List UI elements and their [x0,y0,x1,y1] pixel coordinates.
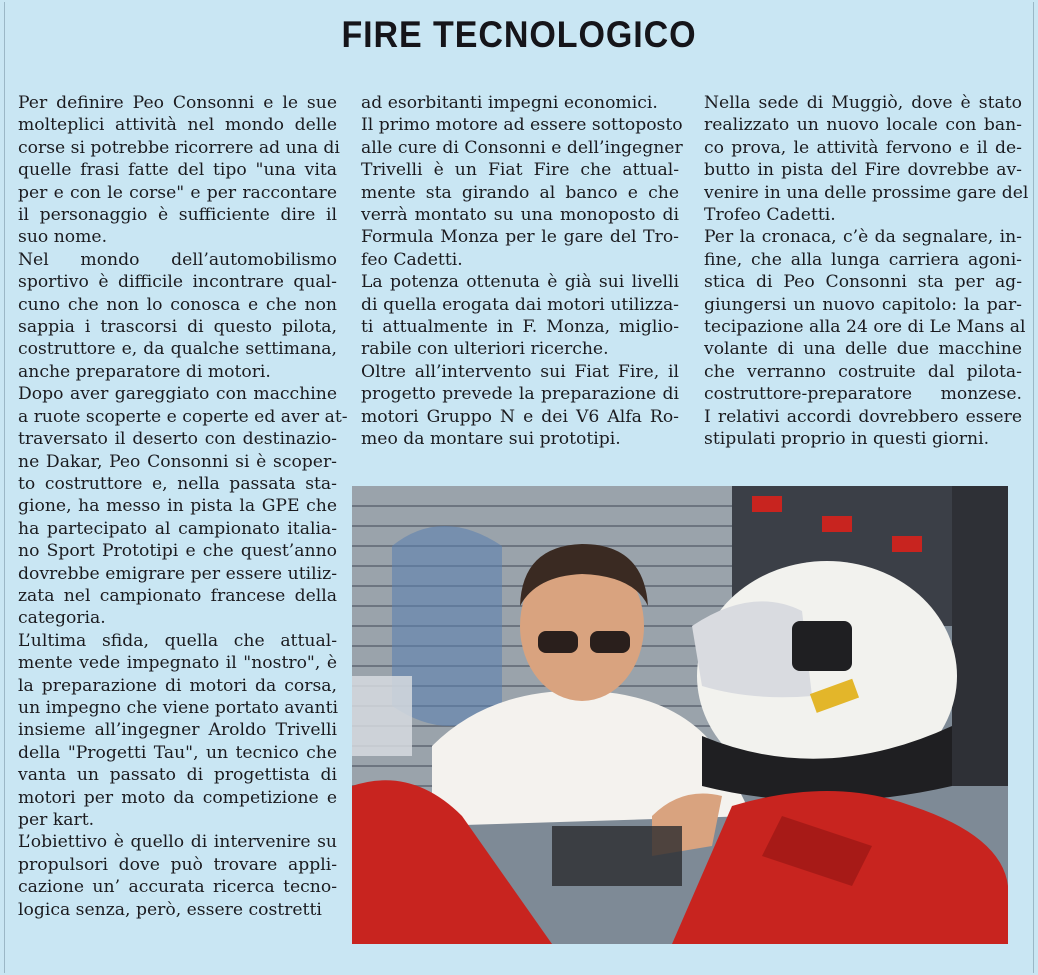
column-2 [361,92,683,451]
text-line: la preparazione di motori da corsa, [18,675,337,696]
text-line: propulsori dove può trovare appli- [18,854,337,875]
text-line: suo nome. [18,227,108,248]
text-line: a ruote scoperte e coperte ed aver at- [18,406,348,427]
text-line: L’obiettivo è quello di intervenire su [18,832,337,853]
text-line: stica di Peo Consonni sta per ag- [704,272,1022,293]
text-line: logica senza, però, essere costretti [18,899,322,920]
text-line: Il primo motore ad essere sottoposto [361,115,683,136]
text-line: sappia i trascorsi di questo pilota, [18,317,337,338]
text-line: mente vede impegnato il "nostro", è [18,653,337,674]
text-line: molteplici attività nel mondo delle [18,115,337,136]
text-line: costruttore e, da qualche settimana, [18,339,337,360]
text-line: ne Dakar, Peo Consonni si è scoper- [18,451,337,472]
text-line: realizzato un nuovo locale con ban- [704,115,1022,136]
text-line: per e con le corse" e per raccontare [18,182,337,203]
text-line: co prova, le attività fervono e il de- [704,137,1022,158]
text-line: I relativi accordi dovrebbero essere [704,406,1022,427]
text-line: sportivo è difficile incontrare qual- [18,272,337,293]
text-line: Nella sede di Muggiò, dove è stato [704,93,1022,113]
text-line: anche preparatore di motori. [18,361,271,382]
text-line: no Sport Prototipi e che quest’anno [18,541,337,562]
text-line: Trofeo Cadetti. [704,205,836,226]
text-line: categoria. [18,608,106,629]
text-line: Per definire Peo Consonni e le sue [18,93,337,113]
article-title: FIRE TECNOLOGICO [341,14,697,55]
text-line: di quella erogata dai motori utilizza- [361,294,679,315]
text-line: Formula Monza per le gare del Tro- [361,227,679,248]
text-line: Per la cronaca, c’è da segnalare, in- [704,227,1022,248]
text-line: insieme all’ingegner Aroldo Trivelli [18,720,337,741]
text-line: un impegno che viene portato avanti [18,697,338,718]
text-line: motori Gruppo N e dei V6 Alfa Ro- [361,406,679,427]
column-1 [18,92,348,921]
text-line: Nel mondo dell’automobilismo [18,249,337,270]
text-line: ad esorbitanti impegni economici. [361,93,658,113]
text-line: motori per moto da competizione e [18,787,337,808]
text-line: vanta un passato di progettista di [18,765,337,786]
text-line: costruttore-preparatore monzese. [704,384,1022,405]
text-line: fine, che alla lunga carriera agoni- [704,249,1022,270]
text-line: meo da montare sui prototipi. [361,429,621,450]
text-line: venire in una delle prossime gare del [704,182,1029,203]
text-line: Trivelli è un Fiat Fire che attual- [361,160,679,181]
text-line: alle cure di Consonni e dell’ingegner [361,137,683,158]
text-line: che verranno costruite dal pilota- [704,361,1022,382]
text-line: L’ultima sfida, quella che attual- [18,630,337,651]
text-line: corse si potrebbe ricorrere ad una di [18,137,340,158]
text-line: stipulati proprio in questi giorni. [704,429,990,450]
text-line: progetto prevede la preparazione di [361,384,679,405]
text-line: ha partecipato al campionato italia- [18,518,337,539]
text-line: della "Progetti Tau", un tecnico che [18,742,337,763]
photo-illustration [352,486,1008,944]
text-line: il personaggio è sufficiente dire il [18,205,337,226]
text-line: butto in pista del Fire dovrebbe av- [704,160,1022,181]
text-line: giungersi un nuovo capitolo: la par- [704,294,1022,315]
article-photo [352,486,1008,944]
text-line: Dopo aver gareggiato con macchine [18,384,337,405]
text-line: ti attualmente in F. Monza, miglio- [361,317,679,338]
column-3 [704,92,1029,451]
text-line: rabile con ulteriori ricerche. [361,339,609,360]
text-line: quelle frasi fatte del tipo "una vita [18,160,337,181]
text-line: gione, ha messo in pista la GPE che [18,496,337,517]
text-line: dovrebbe emigrare per essere utiliz- [18,563,337,584]
text-line: feo Cadetti. [361,249,463,270]
text-line: per kart. [18,810,95,830]
text-line: cazione un’ accurata ricerca tecno- [18,877,337,898]
text-line: verrà montato su una monoposto di [361,205,679,226]
text-line: to costruttore e, nella passata sta- [18,473,337,494]
text-line: mente sta girando al banco e che [361,182,679,203]
text-line: zata nel campionato francese della [18,585,337,606]
text-line: volante di una delle due macchine [704,339,1022,360]
text-line: traversato il deserto con destinazio- [18,429,337,450]
text-line: Oltre all’intervento sui Fiat Fire, il [361,361,679,382]
text-line: La potenza ottenuta è già sui livelli [361,272,679,293]
text-line: cuno che non lo conosca e che non [18,294,337,315]
text-line: tecipazione alla 24 ore di Le Mans al [704,317,1026,338]
